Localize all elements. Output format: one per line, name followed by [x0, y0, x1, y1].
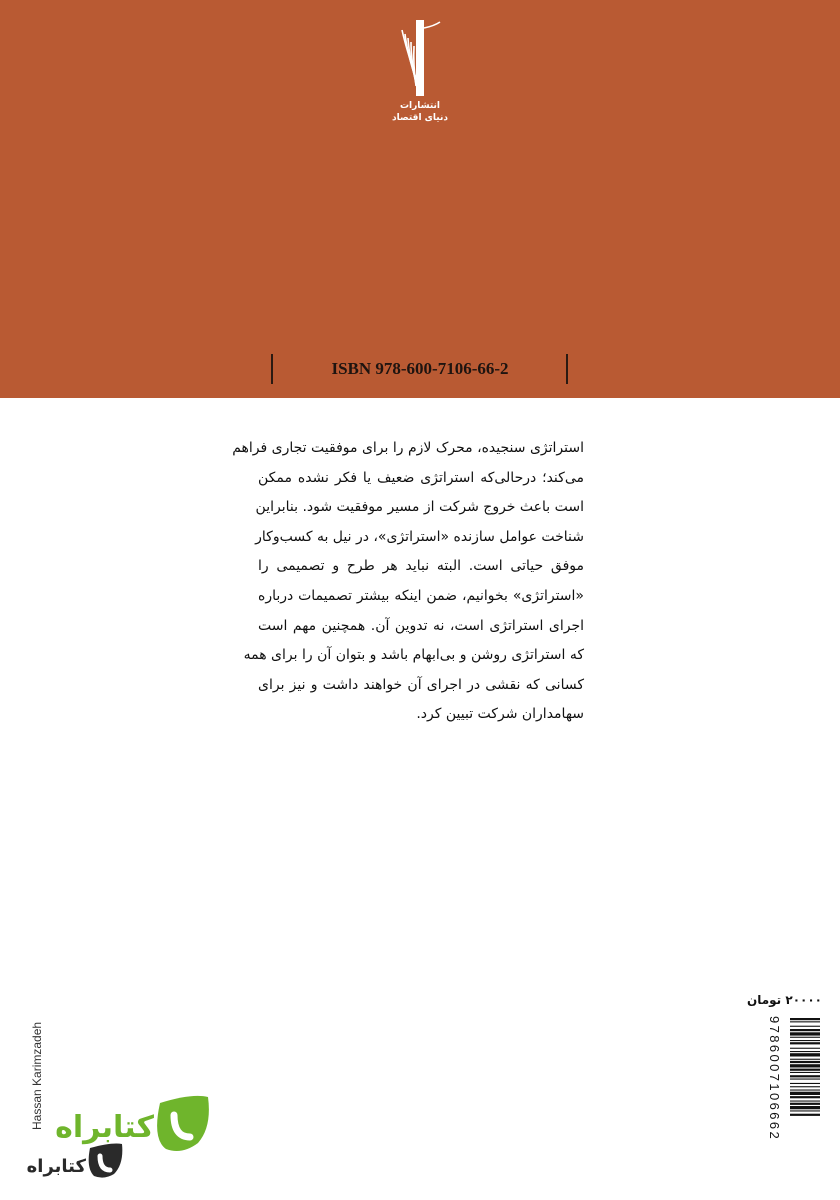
- blurb-line: که استراتژی روشن و بی‌ابهام باشد و بتوان آن را برای همه: [243, 647, 584, 664]
- blurb-line: کسانی که نقشی در اجرای آن خواهند داشت و نیز برای: [258, 676, 584, 693]
- isbn-divider-left: [271, 354, 273, 384]
- ketabrah-leaf-icon: [157, 1096, 209, 1151]
- blurb-line: «استراتژی» بخوانیم، ضمن اینکه بیشتر تصمیمات درباره: [258, 587, 584, 604]
- blurb-line: است باعث خروج شرکت از مسیر موفقیت شود. بنابراین: [255, 499, 584, 516]
- barcode-number: 9786007106662: [767, 1016, 782, 1142]
- blurb-line: اجرای استراتژی است، نه تدوین آن. همچنین مهم است: [258, 617, 584, 634]
- publisher-logo: [392, 18, 448, 128]
- blurb-line: می‌کند؛ درحالی‌که استراتژی ضعیف یا فکر نشده ممکن: [258, 469, 584, 486]
- barcode-icon: [790, 1016, 826, 1192]
- isbn-divider-right: [566, 354, 568, 384]
- price-label: ۲۰۰۰۰ تومان: [746, 993, 822, 1007]
- back-cover-blurb: [232, 434, 584, 730]
- publisher-name-line1: انتشارات: [400, 101, 440, 111]
- blurb-line: استراتژی سنجیده، محرک لازم را برای موفقیت تجاری فراهم: [232, 440, 584, 456]
- publisher-name: [392, 100, 448, 124]
- cover-color-band: [0, 0, 840, 398]
- blurb-line: شناخت عوامل سازنده «استراتژی»، در نیل به کسب‌وکار: [255, 528, 584, 545]
- ketabrah-small-wordmark: کتابراه: [26, 1156, 86, 1177]
- ketabrah-leaf-small-icon: [89, 1144, 123, 1178]
- barcode-digits: [762, 1016, 840, 1142]
- blurb-line: موفق حیاتی است. البته نباید هر طرح و تصمیمی را: [258, 558, 584, 575]
- cover-designer-credit: Hassan Karimzadeh: [30, 1021, 44, 1130]
- blurb-line: سهامداران شرکت تبیین کرد.: [416, 706, 584, 723]
- ketabrah-wordmark: کتابراه: [55, 1110, 154, 1145]
- book-pages-icon: [396, 18, 444, 98]
- isbn-number: ISBN 978-600-7106-66-2: [331, 359, 509, 378]
- ketabrah-watermark-small: [20, 1138, 128, 1184]
- publisher-name-line2: دنیای اقتصاد: [392, 113, 448, 123]
